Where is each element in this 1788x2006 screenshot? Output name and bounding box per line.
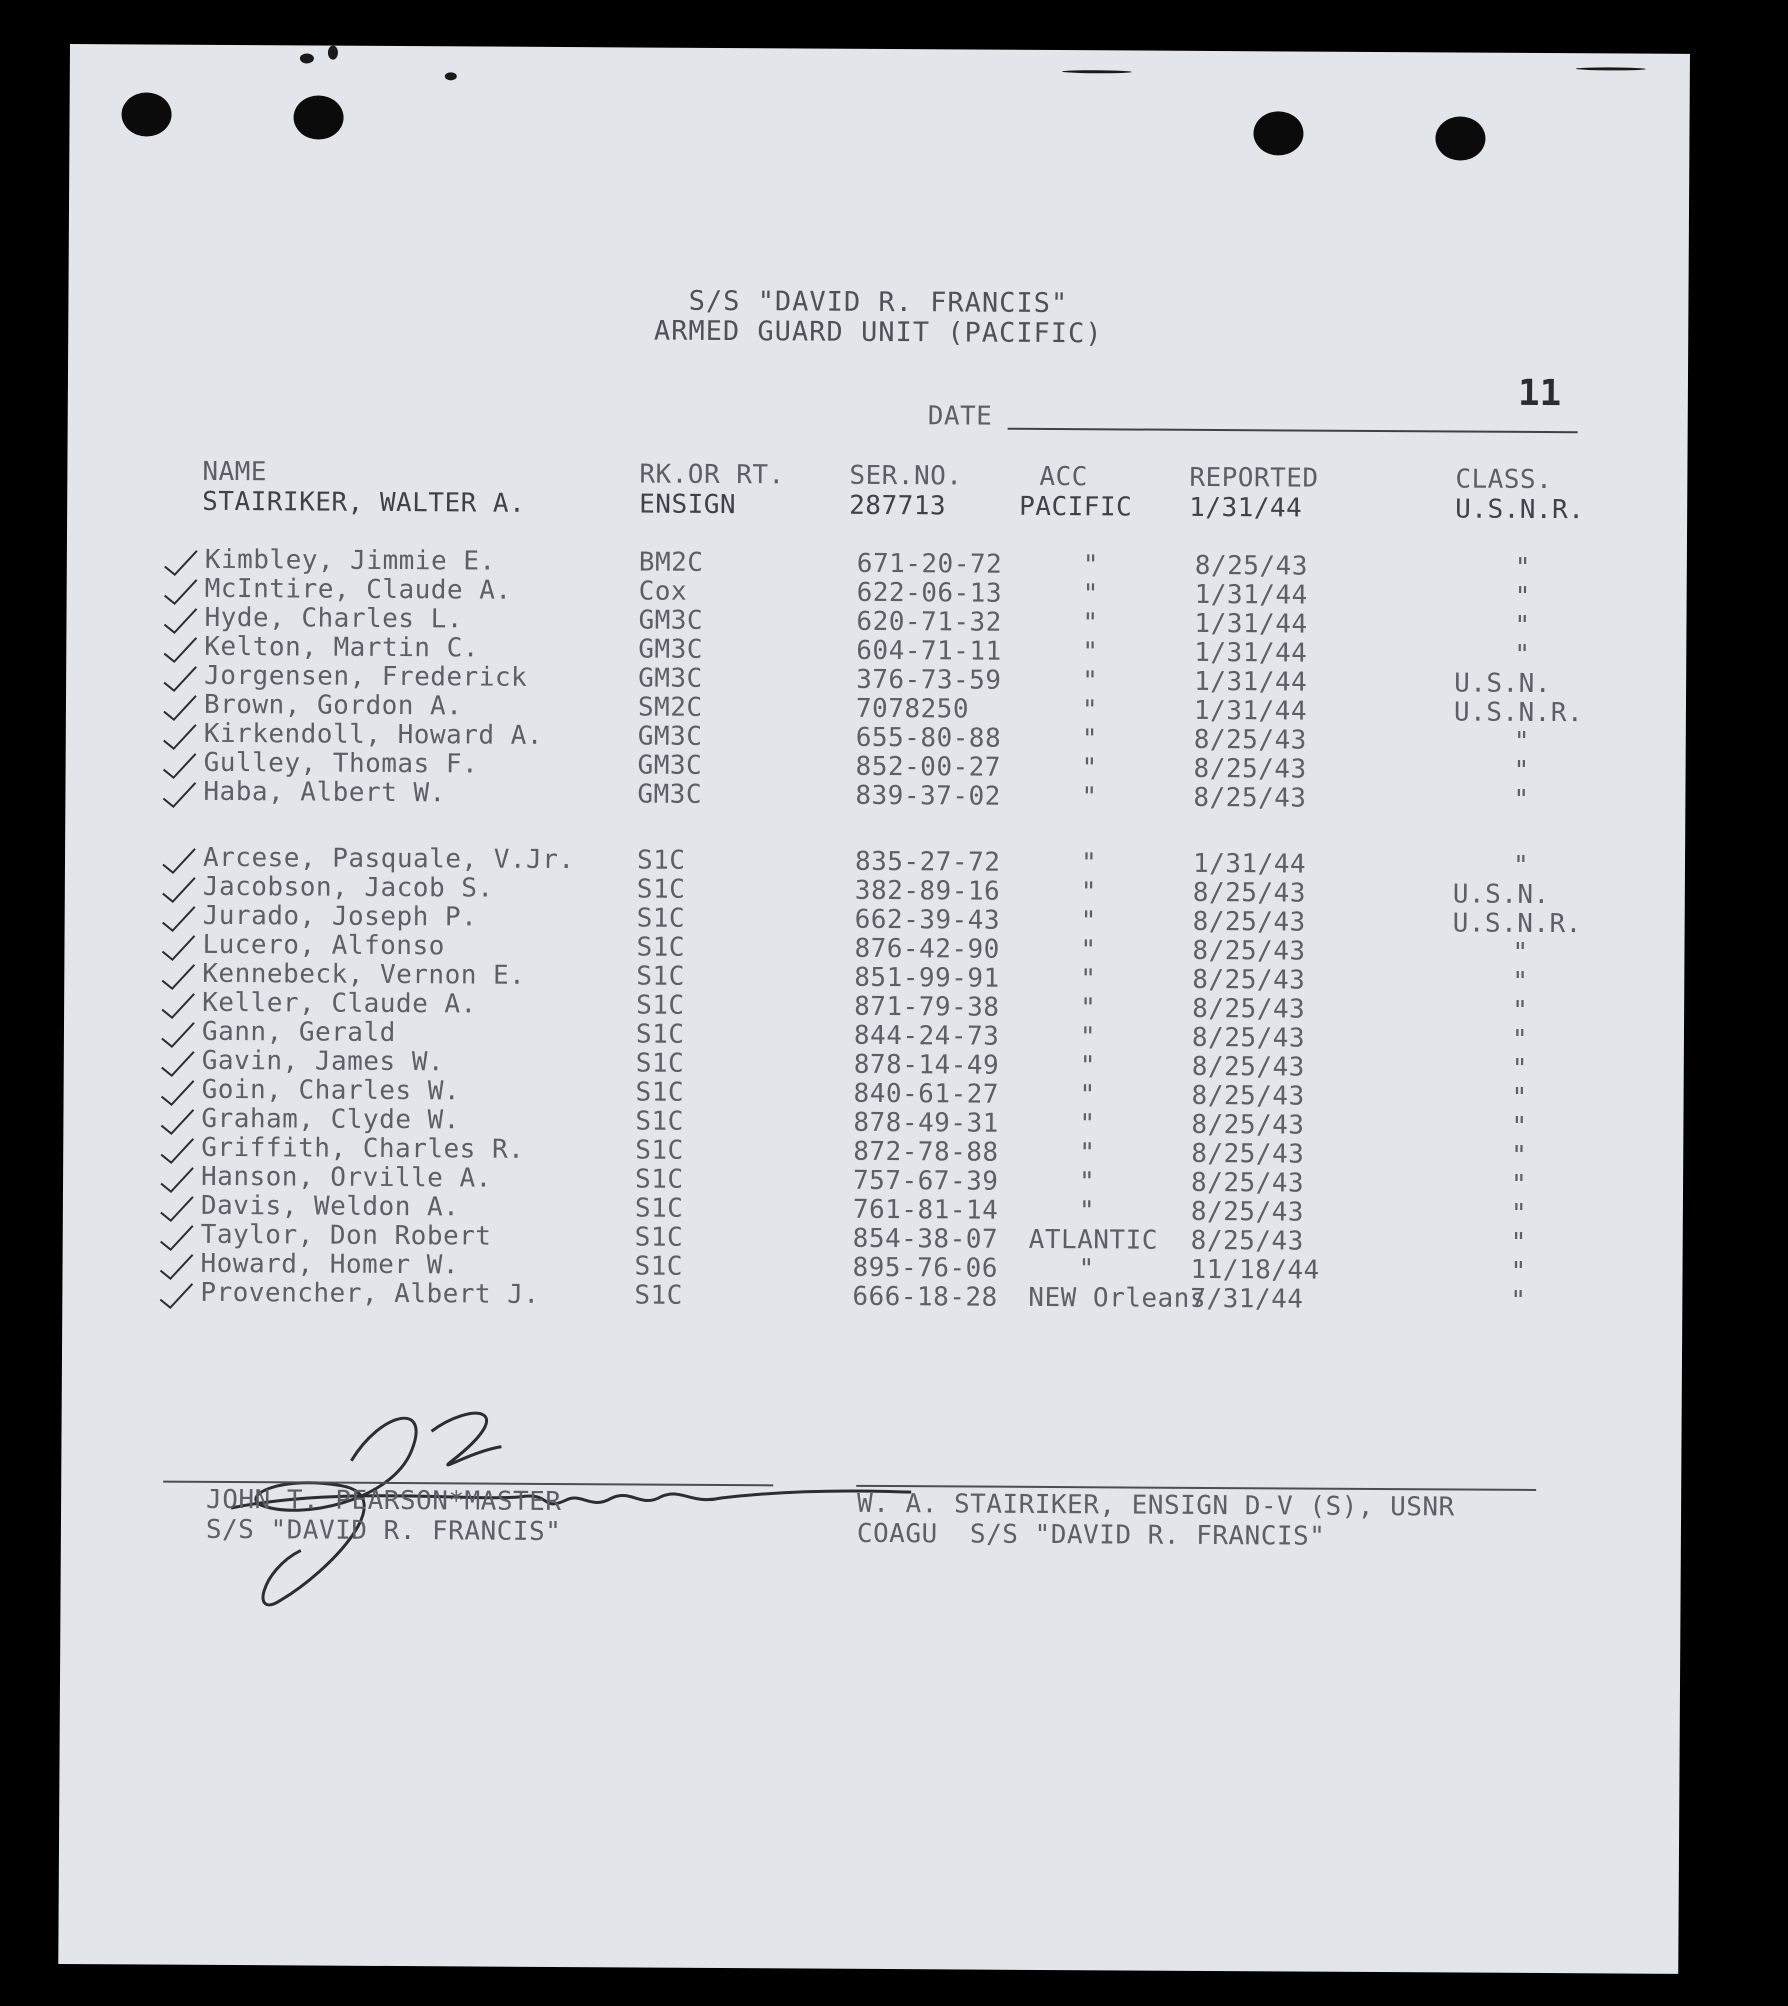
checkmark-icon [161,905,197,935]
crew-rank: S1C [635,1019,685,1050]
crew-name: Gann, Gerald [201,1016,396,1049]
checkmark-icon [161,847,197,877]
header-class: CLASS. [1455,464,1553,496]
punch-hole [121,92,171,136]
crew-reported: 1/31/44 [1194,608,1308,640]
crew-reported: 1/31/44 [1192,848,1307,880]
crew-acc: " [1081,724,1099,755]
crew-serial: 376-73-59 [856,664,1002,696]
crew-rank: GM3C [638,663,703,694]
crew-name: Kirkendoll, Howard A. [203,718,544,751]
crew-rank: S1C [634,1164,684,1195]
header-reported: REPORTED [1189,462,1319,494]
crew-acc: " [1079,1051,1097,1082]
crew-reported: 1/31/44 [1194,637,1308,669]
checkmark-icon [158,1282,194,1312]
crew-class: " [1514,610,1531,641]
crew-class: " [1513,755,1530,786]
date-label: DATE [927,401,993,432]
checkmark-icon [161,752,197,782]
crew-reported: 8/25/43 [1193,782,1307,814]
checkmark-icon [160,963,196,993]
crew-reported: 8/25/43 [1192,993,1306,1025]
crew-name: Brown, Gordon A. [203,689,463,722]
crew-acc: " [1082,579,1099,610]
crew-name: Arcese, Pasquale, V.Jr. [202,842,575,876]
crew-reported: 8/25/43 [1192,935,1306,967]
crew-class: " [1514,581,1531,612]
crew-rank: GM3C [637,779,703,810]
checkmark-icon [159,1108,195,1138]
crew-rank: S1C [636,874,686,905]
crew-rank: S1C [634,1222,684,1253]
crew-serial: 854-38-07 [852,1223,999,1255]
crew-name: Kennebeck, Vernon E. [202,958,526,991]
crew-reported: 8/25/43 [1191,1051,1305,1083]
crew-reported: 8/25/43 [1191,1080,1305,1112]
crew-name: Jurado, Joseph P. [202,900,478,933]
punch-hole [1435,116,1485,160]
checkmark-icon [162,636,198,666]
crew-serial: 604-71-11 [856,635,1002,667]
crew-rank: S1C [636,845,686,876]
crew-class: " [1510,1227,1527,1258]
checkmark-icon [158,1253,194,1283]
crew-serial: 382-89-16 [854,875,1001,907]
crew-rank: GM3C [638,605,704,636]
crew-serial: 620-71-32 [856,606,1002,638]
crew-acc: " [1082,637,1099,668]
checkmark-icon [159,1137,195,1167]
crew-class: " [1510,1285,1527,1316]
crew-class: " [1510,1169,1528,1200]
checkmark-icon [162,665,198,695]
crew-serial: 895-76-06 [852,1252,999,1284]
crew-rank: S1C [634,1251,684,1282]
crew-class: " [1510,1198,1528,1229]
crew-serial: 655-80-88 [855,722,1002,754]
crew-rank: S1C [636,961,685,992]
crew-acc: " [1081,782,1098,813]
officer-class: U.S.N.R. [1455,494,1585,526]
checkmark-icon [163,549,199,579]
crew-serial: 662-39-43 [854,904,1001,936]
checkmark-icon [160,1050,196,1080]
checkmark-icon [162,694,198,724]
crew-name: Gavin, James W. [201,1045,445,1078]
checkmark-icon [160,1021,196,1051]
crew-acc: " [1078,1167,1096,1198]
crew-class: U.S.N. [1454,668,1552,700]
crew-class: " [1512,850,1530,881]
crew-class: " [1513,726,1531,757]
officer-signature-unit: COAGU S/S "DAVID R. FRANCIS" [856,1518,1326,1552]
crew-reported: 8/25/43 [1191,1109,1305,1141]
unit-title: ARMED GUARD UNIT (PACIFIC) [653,315,1103,350]
checkmark-icon [159,1079,195,1109]
crew-acc: " [1082,666,1099,697]
crew-serial: 757-67-39 [852,1165,999,1197]
crew-name: McIntire, Claude A. [204,573,512,606]
crew-reported: 1/31/44 [1194,666,1308,698]
date-line [1008,428,1578,433]
crew-rank: GM3C [637,721,703,752]
crew-acc: " [1080,906,1097,937]
crew-acc: " [1079,1109,1096,1140]
crew-class: U.S.N. [1452,879,1550,911]
crew-acc: " [1081,695,1099,726]
crew-acc: " [1082,608,1099,639]
crew-acc: " [1080,877,1098,908]
paper-speck [445,72,457,80]
crew-class: " [1512,966,1529,997]
crew-acc: " [1080,964,1097,995]
checkmark-icon [160,934,196,964]
crew-name: Hyde, Charles L. [204,602,464,635]
crew-serial: 878-49-31 [853,1107,999,1139]
crew-serial: 871-79-38 [854,991,1000,1023]
crew-class: " [1512,937,1529,968]
officer-acc: PACIFIC [1019,491,1133,523]
crew-acc: " [1079,1080,1096,1111]
crew-serial: 851-99-91 [854,962,1000,994]
crew-reported: 8/25/43 [1191,1138,1305,1170]
crew-name: Davis, Weldon A. [200,1190,460,1223]
crew-serial: 839-37-02 [855,780,1001,812]
crew-acc: " [1078,1196,1096,1227]
crew-name: Jorgensen, Frederick [204,660,528,693]
crew-reported: 7/31/44 [1190,1283,1304,1315]
crew-acc: " [1081,753,1098,784]
officer-serial: 287713 [849,490,947,522]
crew-rank: SM2C [637,692,703,723]
crew-reported: 8/25/43 [1191,1022,1306,1054]
crew-rank: S1C [636,932,686,963]
crew-serial: 671-20-72 [856,548,1003,580]
crew-acc: " [1080,935,1097,966]
master-name: JOHN T. PEARSON*MASTER [206,1484,562,1518]
crew-reported: 8/25/43 [1190,1196,1305,1228]
punch-hole [293,95,343,139]
crew-reported: 1/31/44 [1194,579,1308,611]
crew-rank: S1C [634,1193,684,1224]
master-ship: S/S "DAVID R. FRANCIS" [205,1514,562,1548]
crew-serial: 622-06-13 [856,577,1003,609]
crew-rank: Cox [638,576,688,607]
officer-name: STAIRIKER, WALTER A. [202,486,526,519]
header-serial: SER.NO. [849,460,963,492]
crew-rank: S1C [634,1280,683,1311]
crew-rank: S1C [635,1135,684,1166]
crew-class: " [1512,995,1529,1026]
crew-name: Kimbley, Jimmie E. [204,544,496,577]
crew-rank: S1C [636,903,686,934]
crew-name: Provencher, Albert J. [200,1277,540,1310]
checkmark-icon [159,1166,195,1196]
crew-class: " [1514,639,1531,670]
crew-name: Hanson, Orville A. [200,1161,492,1194]
crew-reported: 8/25/43 [1194,550,1309,582]
checkmark-icon [163,578,199,608]
crew-rank: BM2C [638,547,704,578]
crew-rank: S1C [635,1106,684,1137]
header-acc: ACC [1039,461,1088,493]
crew-acc: " [1080,993,1097,1024]
crew-serial: 872-78-88 [853,1136,999,1168]
crew-serial: 840-61-27 [853,1078,1000,1110]
crew-class: " [1511,1140,1528,1171]
checkmark-icon [159,1224,195,1254]
crew-acc: " [1079,1022,1097,1053]
crew-serial: 878-14-49 [853,1049,1000,1081]
crew-name: Howard, Homer W. [200,1248,460,1281]
crew-class: " [1511,1082,1528,1113]
crew-serial: 761-81-14 [852,1194,999,1226]
crew-rank: S1C [635,1077,685,1108]
checkmark-icon [161,781,197,811]
crew-serial: 852-00-27 [855,751,1002,783]
paper-speck [1062,70,1132,73]
crew-reported: 8/25/43 [1193,753,1307,785]
paper-speck [328,46,338,60]
crew-class: " [1514,552,1532,583]
crew-name: Goin, Charles W. [201,1074,461,1107]
crew-acc: " [1079,1138,1096,1169]
crew-class: " [1510,1256,1527,1287]
document-page [58,44,1690,1974]
crew-acc: " [1082,550,1100,581]
crew-reported: 1/31/44 [1193,695,1308,727]
crew-name: Kelton, Martin C. [204,631,480,664]
crew-serial: 7078250 [855,693,970,725]
checkmark-icon [160,992,196,1022]
crew-class: " [1511,1053,1529,1084]
crew-reported: 11/18/44 [1190,1254,1320,1286]
crew-name: Haba, Albert W. [203,776,446,809]
crew-acc: " [1080,848,1098,879]
checkmark-icon [161,876,197,906]
crew-rank: GM3C [638,634,704,665]
checkmark-icon [162,723,198,753]
punch-hole [1253,111,1303,155]
crew-class: " [1511,1111,1528,1142]
checkmark-icon [159,1195,195,1225]
crew-acc: " [1078,1254,1095,1285]
crew-class: " [1513,784,1530,815]
crew-reported: 8/25/43 [1193,724,1307,756]
paper-speck [1576,67,1646,70]
officer-rank: ENSIGN [639,489,737,521]
crew-class: U.S.N.R. [1453,697,1584,729]
ship-title: S/S "DAVID R. FRANCIS" [688,285,1069,320]
crew-reported: 8/25/43 [1192,906,1306,938]
crew-name: Griffith, Charles R. [201,1132,525,1165]
officer-signature-name: W. A. STAIRIKER, ENSIGN D-V (S), USNR [857,1488,1455,1523]
paper-speck [300,53,314,63]
crew-serial: 835-27-72 [854,846,1001,878]
page-number: 11 [1517,372,1562,415]
crew-rank: S1C [635,1048,685,1079]
crew-name: Gulley, Thomas F. [203,747,479,780]
crew-reported: 8/25/43 [1192,877,1307,909]
header-name: NAME [202,456,268,488]
checkmark-icon [162,607,198,637]
crew-class: U.S.N.R. [1452,908,1582,940]
crew-serial: 876-42-90 [854,933,1000,965]
crew-reported: 8/25/43 [1190,1167,1305,1199]
officer-reported: 1/31/44 [1189,492,1303,524]
crew-acc: ATLANTIC [1028,1224,1159,1256]
crew-class: " [1511,1024,1529,1055]
crew-name: Graham, Clyde W. [201,1103,460,1136]
crew-name: Jacobson, Jacob S. [202,871,494,904]
crew-name: Lucero, Alfonso [202,929,445,962]
crew-rank: S1C [636,990,685,1021]
crew-serial: 844-24-73 [853,1020,1000,1052]
header-rank: RK.OR RT. [639,459,785,491]
crew-reported: 8/25/43 [1190,1225,1304,1257]
crew-rank: GM3C [637,750,703,781]
crew-name: Taylor, Don Robert [200,1219,492,1252]
crew-name: Keller, Claude A. [202,987,477,1020]
crew-acc: NEW Orleans [1028,1282,1207,1314]
crew-reported: 8/25/43 [1192,964,1306,996]
crew-serial: 666-18-28 [852,1281,998,1313]
